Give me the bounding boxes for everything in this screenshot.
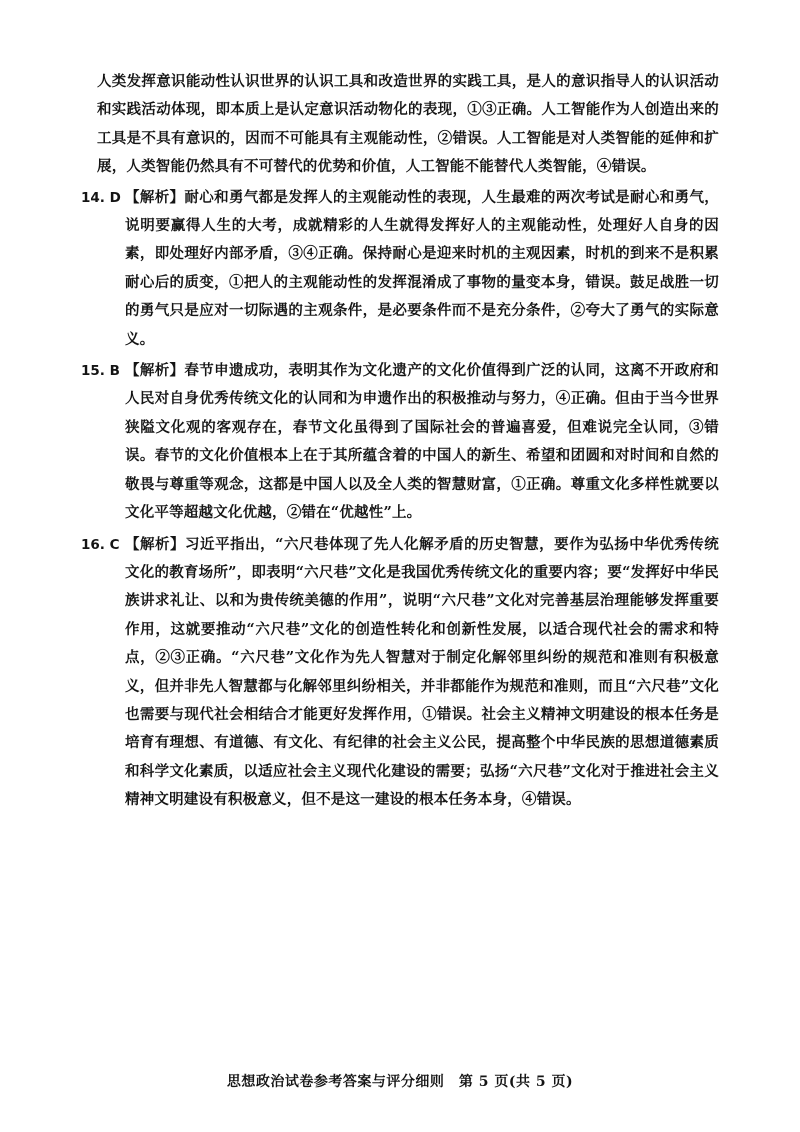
answer-explanation: 【解析】耐心和勇气都是发挥人的主观能动性的表现，人生最难的两次考试是耐心和勇气，说明要赢得人生的大考，成就精彩的人生就得发挥好人的主观能动性，处理好人自身的因素，即处理好内部矛盾，③④正确。保持耐心是迎来时机的主观因素，时机的到来不是积累耐心后的质变，①把人的主观能动性的发挥混淆成了事物的量变本身，错误。鼓足战胜一切的勇气只是应对一切际遇的主观条件，是必要条件而不是充分条件，②夸大了勇气的实际意义。 [125,188,719,348]
continued-explanation-paragraph: 人类发挥意识能动性认识世界的认识工具和改造世界的实践工具，是人的意识指导人的认识活动和实践活动体现，即本质上是认定意识活动物化的表现，①③正确。人工智能作为人创造出来的工具是不具有意识的，因而不可能具有主观能动性，②错误。人工智能是对人类智能的延伸和扩展，人类智能仍然具有不可替代的优势和价值，人工智能不能替代人类智能，④错误。 [97,73,719,176]
page-footer: 思想政治试卷参考答案与评分细则 第 5 页(共 5 页) [226,1074,574,1090]
answer-explanation: 【解析】春节申遗成功，表明其作为文化遗产的文化价值得到广泛的认同，这离不开政府和人民对自身优秀传统文化的认同和为申遗作出的积极推动与努力，④正确。但由于当今世界狭隘文化观的客观存在，春节文化虽得到了国际社会的普遍喜爱，但难说完全认同，③错误。春节的文化价值根本上在于其所蕴含着的中国人的新生、希望和团圆和对时间和自然的敬畏与尊重等观念，这都是中国人以及全人类的智慧财富，①正确。尊重文化多样性就要以文化平等超越文化优越，②错在“优越性”上。 [125,362,719,522]
question-number: 16. C [81,536,120,553]
answer-content [81,68,719,815]
answer-item-15 [81,357,719,527]
answer-item-14 [81,184,719,354]
question-number: 15. B [81,363,120,380]
question-number: 14. D [81,189,121,206]
answer-explanation: 【解析】习近平指出，“六尺巷体现了先人化解矛盾的历史智慧，要作为弘扬中华优秀传统文化的教育场所”，即表明“六尺巷”文化是我国优秀传统文化的重要内容；要“发挥好中华民族讲求礼让、以和为贵传统美德的作用”，说明“六尺巷”文化对完善基层治理能够发挥重要作用，这就要推动“六尺巷”文化的创造性转化和创新性发展，以适合现代社会的需求和特点，②③正确。“六尺巷”文化作为先人智慧对于制定化解邻里纠纷的规范和准则有积极意义，但并非先人智慧都与化解邻里纠纷相关，并非都能作为规范和准则，而且“六尺巷”文化也需要与现代社会相结合才能更好发挥作用，①错误。社会主义精神文明建设的根本任务是培育有理想、有道德、有文化、有纪律的社会主义公民，提高整个中华民族的思想道德素质和科学文化素质，以适应社会主义现代化建设的需要；弘扬“六尺巷”文化对于推进社会主义精神文明建设有积极意义，但不是这一建设的根本任务本身，④错误。 [125,535,719,809]
answer-item-16 [81,531,719,815]
